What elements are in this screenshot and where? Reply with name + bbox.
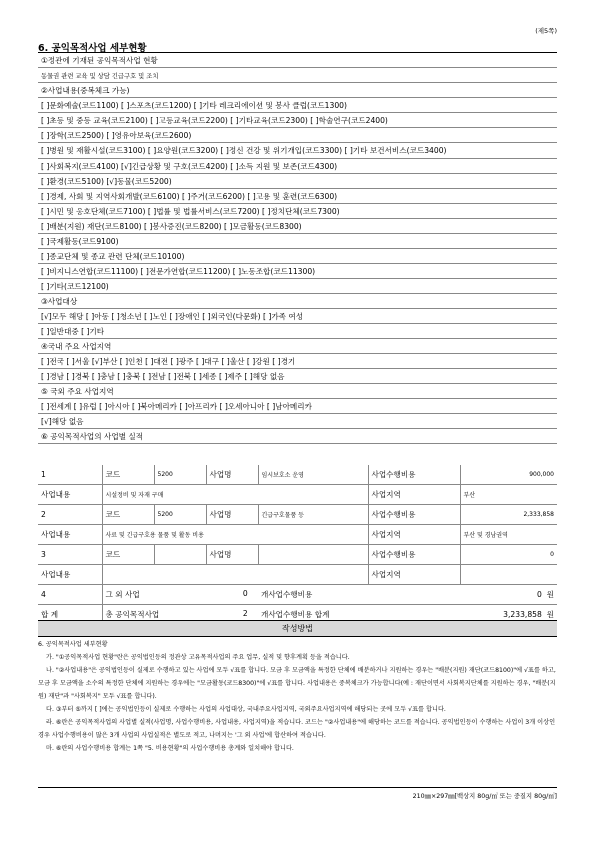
code-label: 코드 — [102, 465, 154, 485]
checklist-row[interactable]: [ ]종교단체 및 종교 관련 단체(코드10100) — [38, 249, 557, 264]
note-item: 나. "②사업내용"은 공익법인등이 실제로 수행하고 있는 사업에 모두 √표를 합니다. 모금 후 모금액을 특정한 단체에 배분하거나 지원하는 경우는 "배분(지원) 재단(코드8100)"에 √표를 하고, 모금 후 모금액을 소수의 특정한 단체에 지원하는 경우에는 "모금활동(코드8300)"에 √표를 합니다. 사업내용은 중복체크가 가능합니다(예 : 재단이면서 사회복지단체를 지원하는 경우, "배분(지원) 재단"과 "사회복지" 모두 √표를 합니다). — [38, 667, 556, 700]
checklist-row[interactable]: [ ]일반대중 [ ]기타 — [38, 324, 557, 339]
item-number: 1 — [38, 465, 102, 485]
other-cost[interactable] — [368, 585, 557, 605]
checklist-row[interactable]: [ ]전세계 [ ]유럽 [ ]아시아 [ ]북아메리카 [ ]아프리카 [ ]오세아니아 [ ]남아메리카 — [38, 399, 557, 414]
table-row — [38, 505, 557, 525]
note-item: 마. ⑥란의 사업수행비용 합계는 1쪽 "5. 비용현황"의 사업수행비용 총계와 일치해야 합니다. — [46, 745, 294, 752]
other-cost-value: 0 — [536, 590, 542, 599]
table-row — [38, 545, 557, 565]
biz-cost-value[interactable]: 900,000 — [460, 465, 557, 485]
other-count[interactable] — [243, 589, 255, 598]
total-sub-label: 총 공익목적사업 — [105, 610, 160, 619]
total-count-value: 2 — [242, 609, 248, 618]
total-cost-label-text: 사업수행비용 합계 — [268, 610, 330, 619]
total-unit: 개 — [261, 610, 269, 619]
biz-region-label: 사업지역 — [368, 485, 460, 505]
won-unit: 원 — [546, 590, 554, 599]
other-cost-label-text: 사업수행비용 — [268, 590, 313, 599]
total-cost-value: 3,233,858 — [503, 610, 542, 619]
table-row — [38, 565, 557, 585]
code-value[interactable] — [154, 545, 206, 565]
checklist-row[interactable]: [ ]문화예술(코드1100) [ ]스포츠(코드1200) [ ]기타 레크리에이션 및 봉사 클럽(코드1300) — [38, 98, 557, 113]
total-count — [243, 609, 255, 618]
biz-name-label: 사업명 — [206, 465, 258, 485]
other-count-value: 0 — [242, 589, 248, 598]
won-unit: 원 — [546, 610, 554, 619]
performance-heading: ⑥ 공익목적사업의 사업별 실적 — [38, 429, 557, 444]
table-row — [38, 525, 557, 545]
page-number: (제5쪽) — [535, 27, 557, 35]
note-item: 라. ⑥란은 공익목적사업의 사업별 실적(사업명, 사업수행비용, 사업내용, 사업지역)을 적습니다. 코드는 "②사업내용"에 해당하는 코드를 적습니다. 공익법인등이 수행하는 사업이 3개 이상인 경우 사업수행비용이 많은 3개 사업의 사업실적은 별도로 적고, 나머지는 '그 외 사업'에 합산하여 적습니다. — [38, 719, 556, 739]
code-label: 코드 — [102, 505, 154, 525]
code-label: 코드 — [102, 545, 154, 565]
other-label — [102, 585, 258, 605]
item-number: 3 — [38, 545, 102, 565]
checklist-row[interactable]: [√]해당 없음 — [38, 414, 557, 429]
code-value[interactable]: 5200 — [154, 505, 206, 525]
biz-name-value[interactable]: 임시보호소 운영 — [258, 465, 368, 485]
checklist-row[interactable]: [ ]전국 [ ]서울 [√]부산 [ ]인천 [ ]대전 [ ]광주 [ ]대구 [ ]울산 [ ]강원 [ ]경기 — [38, 354, 557, 369]
checklist-row[interactable]: [ ]사회복지(코드4100) [√]긴급상황 및 구호(코드4200) [ ]소득 지원 및 보존(코드4300) — [38, 159, 557, 174]
biz-name-value[interactable] — [258, 545, 368, 565]
business-content-heading: ②사업내용(중복체크 가능) — [38, 83, 557, 98]
item-number: 4 — [38, 585, 102, 605]
other-cost-label — [258, 585, 368, 605]
note-title: 6. 공익목적사업 세부현황 — [38, 641, 108, 648]
biz-region-label: 사업지역 — [368, 525, 460, 545]
code-value[interactable]: 5200 — [154, 465, 206, 485]
biz-cost-label: 사업수행비용 — [368, 545, 460, 565]
biz-name-label: 사업명 — [206, 505, 258, 525]
biz-name-label: 사업명 — [206, 545, 258, 565]
biz-content-value[interactable]: 사료 및 긴급구호용 물품 및 활동 비용 — [102, 525, 368, 545]
checklist-row[interactable]: [ ]장학(코드2500) [ ]영유아보육(코드2600) — [38, 128, 557, 143]
biz-cost-value[interactable]: 0 — [460, 545, 557, 565]
other-unit: 개 — [261, 590, 269, 599]
biz-cost-label: 사업수행비용 — [368, 465, 460, 485]
performance-table — [38, 465, 557, 625]
biz-name-value[interactable]: 긴급구호물품 등 — [258, 505, 368, 525]
write-method-header: 작성방법 — [38, 620, 557, 637]
section-title: 6. 공익목적사업 세부현황 — [38, 43, 147, 54]
table-row — [38, 485, 557, 505]
item-number: 2 — [38, 505, 102, 525]
other-label-text: 그 외 사업 — [105, 590, 140, 599]
biz-content-label: 사업내용 — [38, 485, 102, 505]
checklist-row[interactable]: [ ]국제활동(코드9100) — [38, 234, 557, 249]
bottom-rule — [38, 787, 557, 788]
public-purpose-value: 동물권 관련 교육 및 상담 긴급구호 및 조치 — [38, 68, 557, 83]
biz-region-value[interactable]: 부산 — [460, 485, 557, 505]
domestic-region-heading: ④국내 주요 사업지역 — [38, 339, 557, 354]
checklist-row[interactable]: [ ]경남 [ ]경북 [ ]충남 [ ]충북 [ ]전남 [ ]전북 [ ]세종 [ ]제주 [ ]해당 없음 — [38, 369, 557, 384]
overseas-region-heading: ⑤ 국외 주요 사업지역 — [38, 384, 557, 399]
checklist-row[interactable]: [ ]시민 및 옹호단체(코드7100) [ ]법률 및 법률서비스(코드7200) [ ]정치단체(코드7300) — [38, 204, 557, 219]
checklist-row[interactable]: [ ]경제, 사회 및 지역사회개발(코드6100) [ ]주거(코드6200) [ ]고용 및 훈련(코드6300) — [38, 189, 557, 204]
checklist-row[interactable]: [ ]환경(코드5100) [√]동물(코드5200) — [38, 174, 557, 189]
biz-region-value[interactable]: 부산 및 경남권역 — [460, 525, 557, 545]
checklist-row[interactable]: [ ]기타(코드12100) — [38, 279, 557, 294]
checklist-row[interactable]: [ ]초등 및 중등 교육(코드2100) [ ]고등교육(코드2200) [ ]기타교육(코드2300) [ ]학술연구(코드2400) — [38, 113, 557, 128]
table-row — [38, 465, 557, 485]
checklist-row[interactable]: [ ]배분(지원) 재단(코드8100) [ ]봉사증진(코드8200) [ ]모금활동(코드8300) — [38, 219, 557, 234]
biz-content-value[interactable]: 시설정비 및 자재 구매 — [102, 485, 368, 505]
biz-content-value[interactable] — [102, 565, 368, 585]
note-item: 가. "①공익목적사업 현황"란은 공익법인등의 정관상 고유목적사업의 주요 업무, 실적 및 향후계획 등을 적습니다. — [46, 654, 350, 661]
checklist-row[interactable]: [ ]병원 및 재활시설(코드3100) [ ]요양원(코드3200) [ ]정신 건강 및 위기개입(코드3300) [ ]기타 보건서비스(코드3400) — [38, 143, 557, 159]
business-detail-table — [38, 53, 557, 444]
other-row — [38, 585, 557, 605]
biz-cost-value[interactable]: 2,333,858 — [460, 505, 557, 525]
biz-cost-label: 사업수행비용 — [368, 505, 460, 525]
paper-spec: 210㎜×297㎜[백상지 80g/㎡ 또는 중질지 80g/㎡] — [412, 793, 557, 800]
target-heading: ③사업대상 — [38, 294, 557, 309]
checklist-row[interactable]: [ ]비지니스연합(코드11100) [ ]전문가연합(코드11200) [ ]노동조합(코드11300) — [38, 264, 557, 279]
note-item: 다. ③부터 ⑤까지 [ ]에는 공익법인등이 실제로 수행하는 사업의 사업대상, 국내주요사업지역, 국외주요사업지역에 해당되는 곳에 모두 √표를 합니다. — [46, 706, 446, 713]
biz-region-label: 사업지역 — [368, 565, 460, 585]
biz-content-label: 사업내용 — [38, 565, 102, 585]
biz-content-label: 사업내용 — [38, 525, 102, 545]
public-purpose-heading: ①정관에 기재된 공익목적사업 현황 — [38, 53, 557, 68]
total-label: 합 계 — [38, 605, 102, 625]
biz-region-value[interactable] — [460, 565, 557, 585]
checklist-row[interactable]: [√]모두 해당 [ ]아동 [ ]청소년 [ ]노인 [ ]장애인 [ ]외국인(다문화) [ ]가족 여성 — [38, 309, 557, 324]
write-method-notes — [38, 638, 557, 755]
